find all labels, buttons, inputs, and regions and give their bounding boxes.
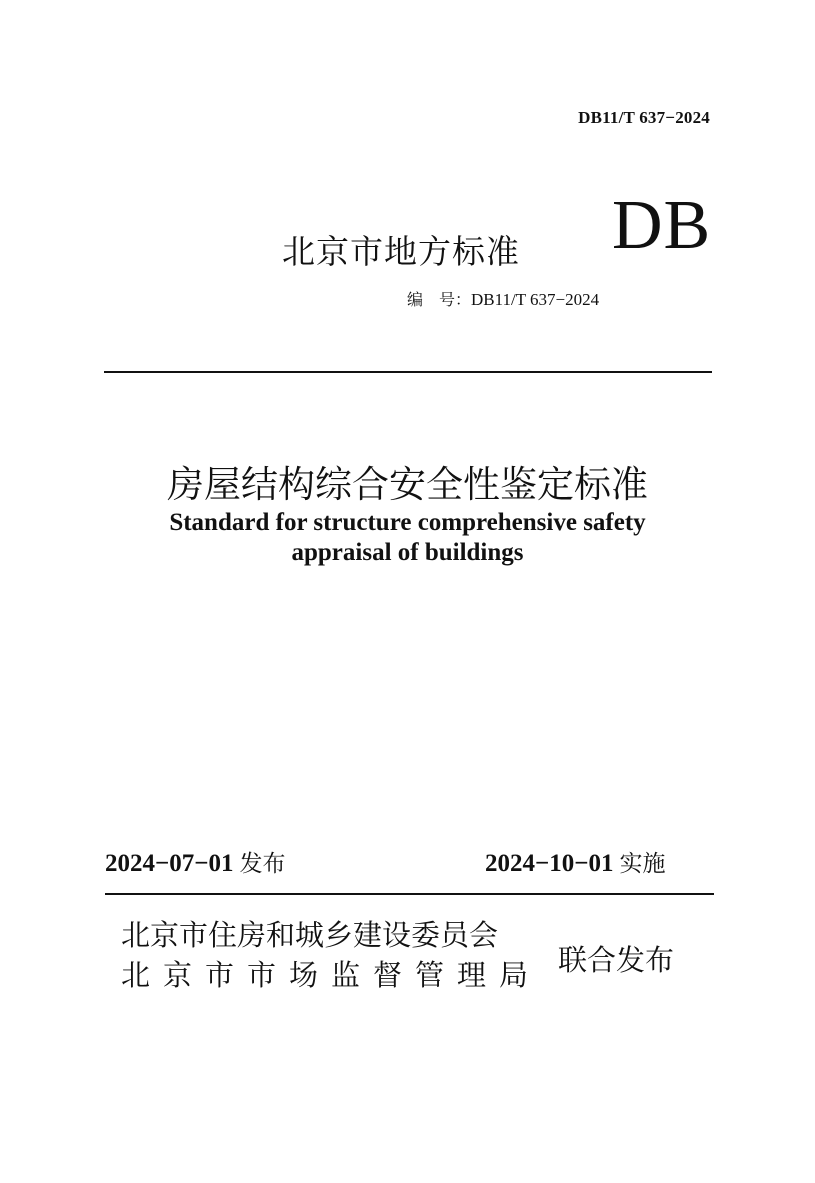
title-english: [0, 508, 815, 568]
issuer-market-regulation: 北京市市场监督管理局: [121, 958, 542, 992]
issuer-housing-commission: 北京市住房和城乡建设委员会: [121, 918, 499, 952]
title-english-line-1: Standard for structure comprehensive safety: [169, 509, 646, 536]
standard-type-heading: 北京市地方标准: [282, 232, 520, 271]
title-chinese: 房屋结构综合安全性鉴定标准: [167, 463, 648, 506]
joint-publish-label: 联合发布: [558, 943, 675, 977]
bottom-divider: [105, 893, 714, 895]
standard-number-line: [407, 287, 599, 310]
effective-date-value: 2024−10−01: [485, 850, 614, 877]
top-divider: [104, 371, 712, 373]
standard-code-top: DB11/T 637−2024: [578, 108, 710, 127]
standard-number-value: DB11/T 637−2024: [471, 290, 600, 309]
issue-date-value: 2024−07−01: [105, 850, 234, 877]
title-english-line-2: appraisal of buildings: [291, 539, 524, 566]
effective-date: [485, 845, 666, 878]
effective-date-label: 实施: [619, 851, 666, 877]
issuing-authorities: [121, 915, 541, 995]
standard-number-label: 编 号：: [407, 290, 472, 309]
db-mark: DB: [612, 187, 712, 264]
issue-date-label: 发布: [239, 851, 286, 877]
issue-date: [105, 845, 286, 878]
